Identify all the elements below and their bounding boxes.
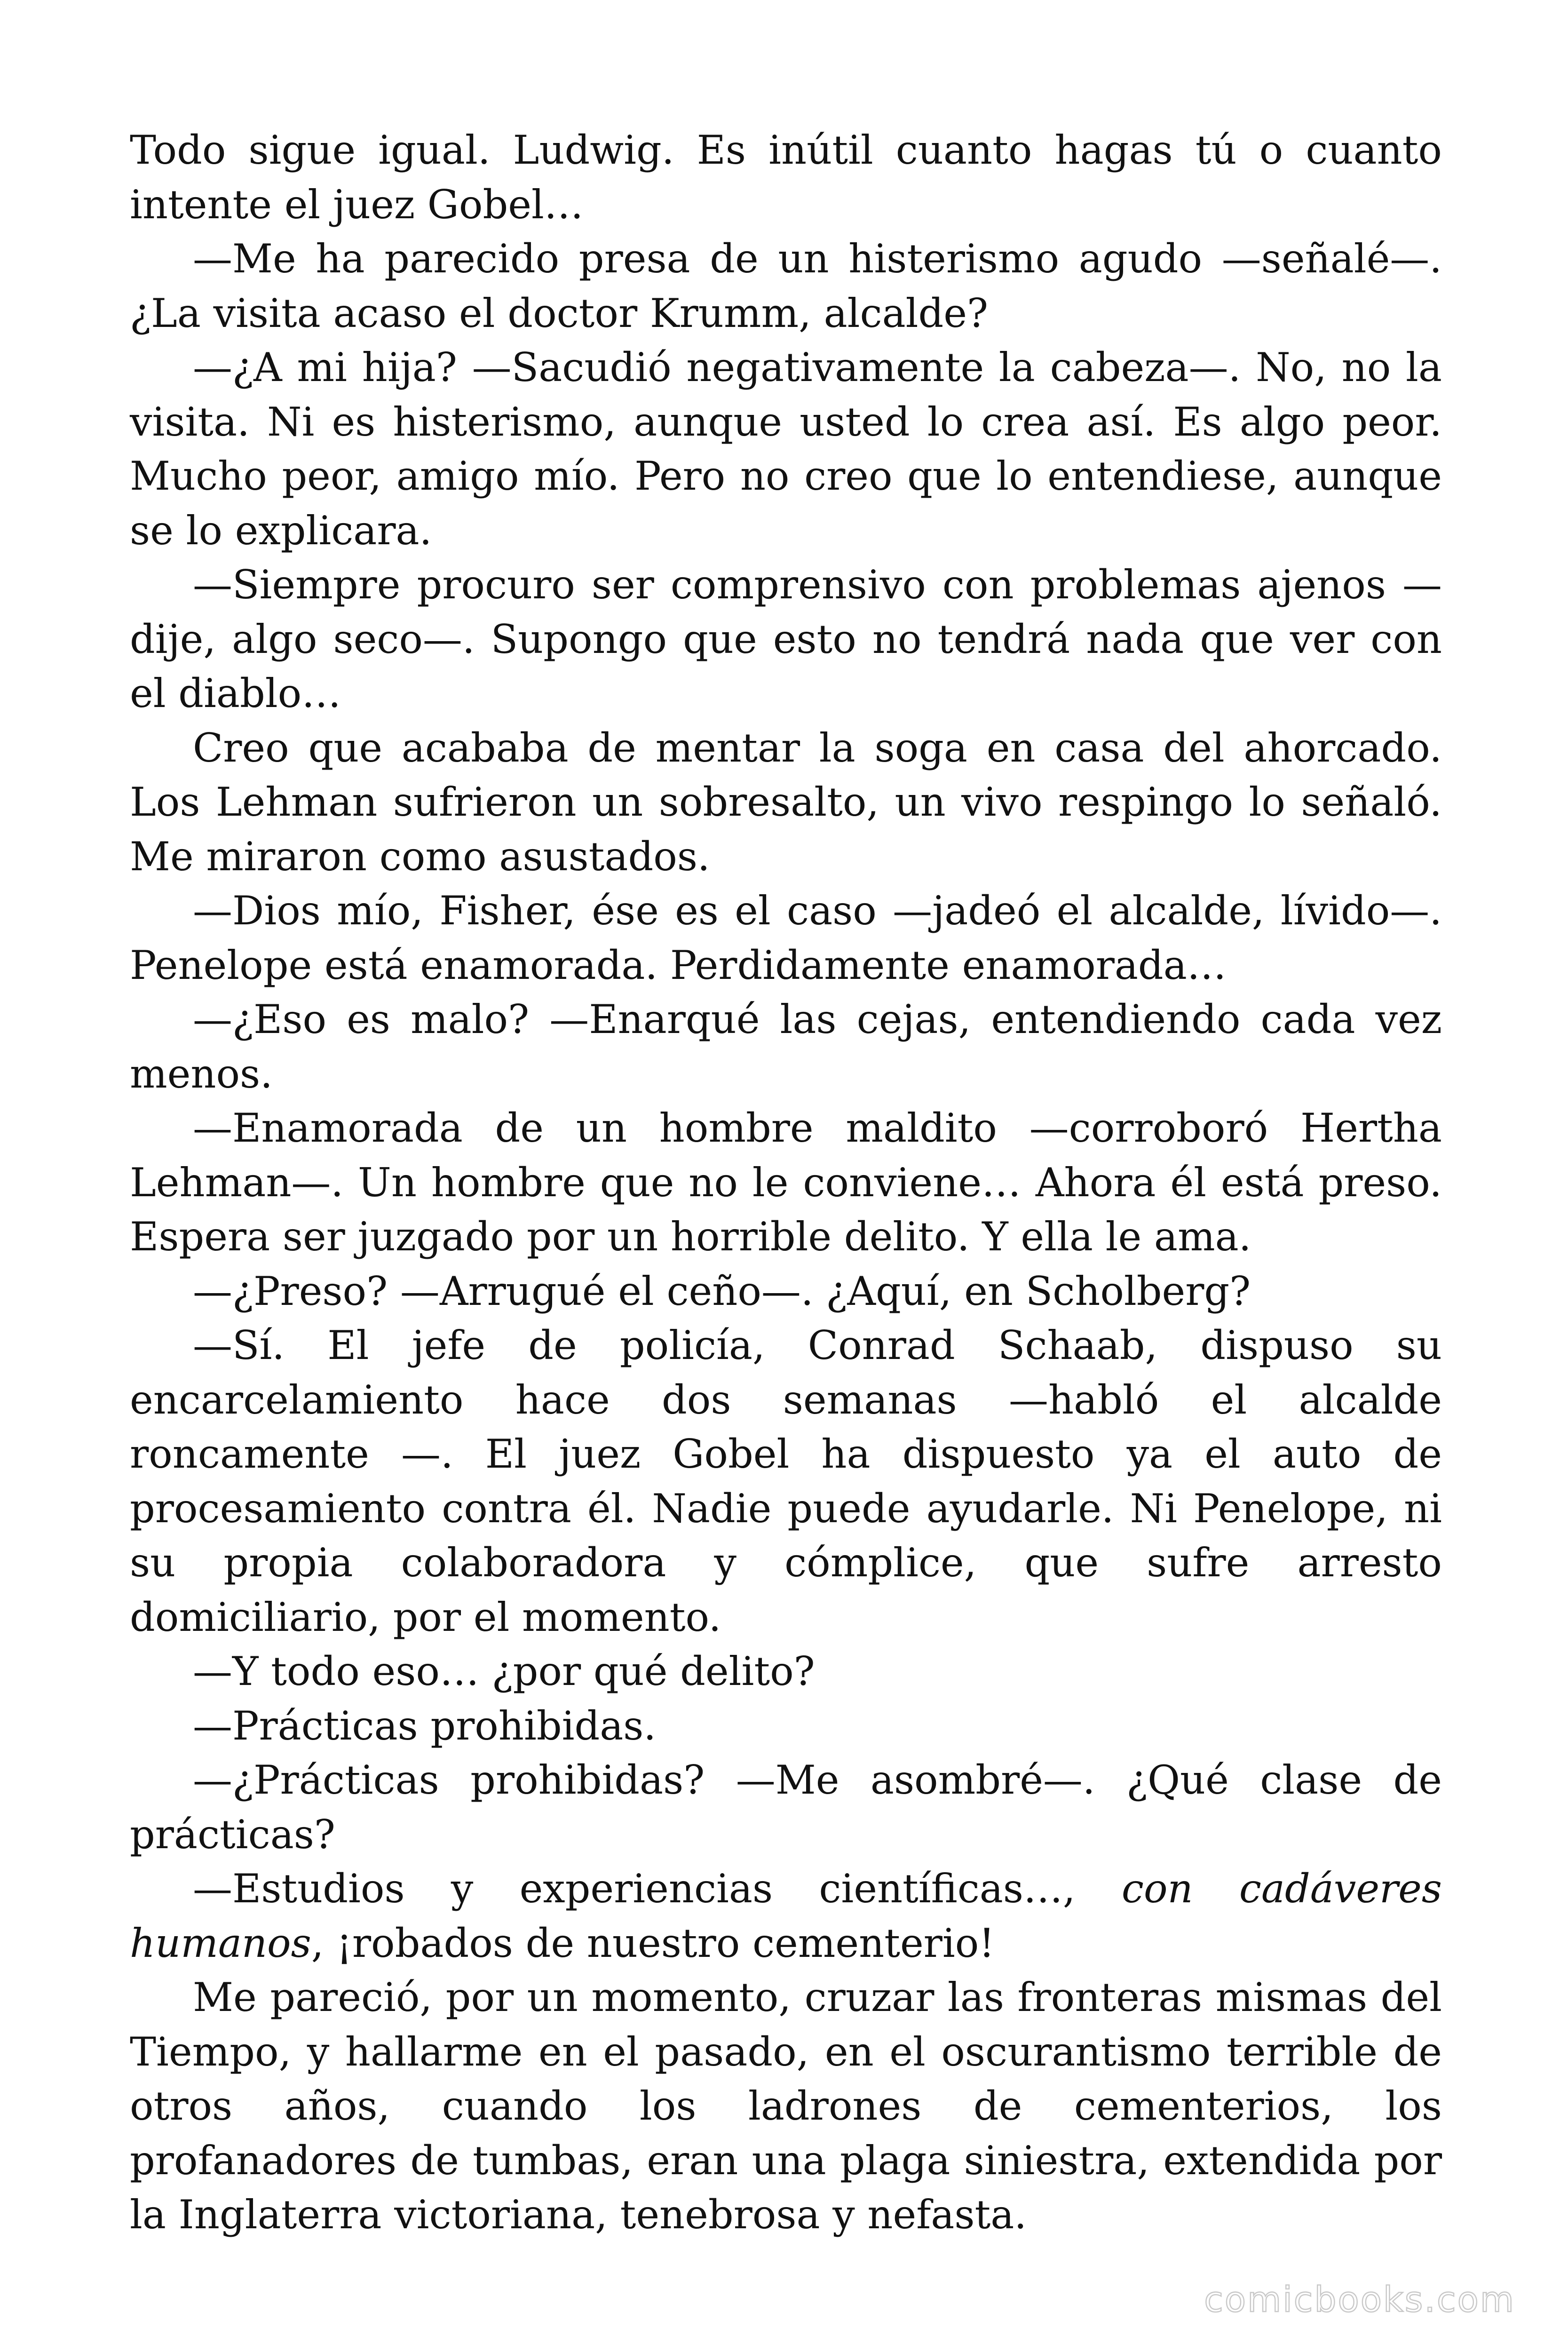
paragraph-8: —Enamorada de un hombre maldito —corroboró Hertha Lehman—. Un hombre que no le conviene… Ahora él está preso. Espera ser juzgado por un horrible delito. Y ella le ama. <box>130 1105 1442 1260</box>
paragraph-5: Creo que acababa de mentar la soga en casa del ahorcado. Los Lehman sufrieron un sobresalto, un vivo respingo lo señaló. Me miraron como asustados. <box>130 724 1442 880</box>
paragraph-12: —Prácticas prohibidas. <box>193 1702 657 1749</box>
paragraph-7: —¿Eso es malo? —Enarqué las cejas, entendiendo cada vez menos. <box>130 996 1442 1097</box>
watermark: comicbooks.com <box>1204 2280 1515 2320</box>
paragraph-10: —Sí. El jefe de policía, Conrad Schaab, dispuso su encarcelamiento hace dos semanas —habló el alcalde roncamente —. El juez Gobel ha dispuesto ya el auto de procesamiento contra él. Nadie puede ayudarle. Ni Penelope, ni su propia colaboradora y cómplice, que sufre arresto domiciliario, por el momento. <box>130 1322 1442 1640</box>
paragraph-6: —Dios mío, Fisher, ése es el caso —jadeó el alcalde, lívido—. Penelope está enamorada. Perdidamente enamorada… <box>130 888 1442 988</box>
paragraph-4: —Siempre procuro ser comprensivo con problemas ajenos —dije, algo seco—. Supongo que esto no tendrá nada que ver con el diablo… <box>130 562 1442 716</box>
paragraph-2: —Me ha parecido presa de un histerismo agudo —señalé—. ¿La visita acaso el doctor Krumm, alcalde? <box>130 236 1442 336</box>
paragraph-14-start: —Estudios y experiencias científicas…, <box>193 1866 1122 1912</box>
paragraph-14 <box>130 1862 1442 1971</box>
paragraph-14-italic: con cadáveres humanos <box>130 1866 1442 1966</box>
paragraph-14-end: , ¡robados de nuestro cementerio! <box>311 1920 995 1966</box>
page-body-text <box>130 123 1442 2242</box>
paragraph-9: —¿Preso? —Arrugué el ceño—. ¿Aquí, en Scholberg? <box>193 1268 1251 1314</box>
paragraph-13: —¿Prácticas prohibidas? —Me asombré—. ¿Qué clase de prácticas? <box>130 1757 1442 1858</box>
paragraph-1: Todo sigue igual. Ludwig. Es inútil cuanto hagas tú o cuanto intente el juez Gobel… <box>130 127 1442 228</box>
paragraph-15: Me pareció, por un momento, cruzar las fronteras mismas del Tiempo, y hallarme en el pasado, en el oscurantismo terrible de otros años, cuando los ladrones de cementerios, los profanadores de tumbas, eran una plaga siniestra, extendida por la Inglaterra victoriana, tenebrosa y nefasta. <box>130 1974 1442 2238</box>
paragraph-11: —Y todo eso… ¿por qué delito? <box>193 1648 815 1694</box>
paragraph-3: —¿A mi hija? —Sacudió negativamente la cabeza—. No, no la visita. Ni es histerismo, aunque usted lo crea así. Es algo peor. Mucho peor, amigo mío. Pero no creo que lo entendiese, aunque se lo explicara. <box>130 344 1442 554</box>
